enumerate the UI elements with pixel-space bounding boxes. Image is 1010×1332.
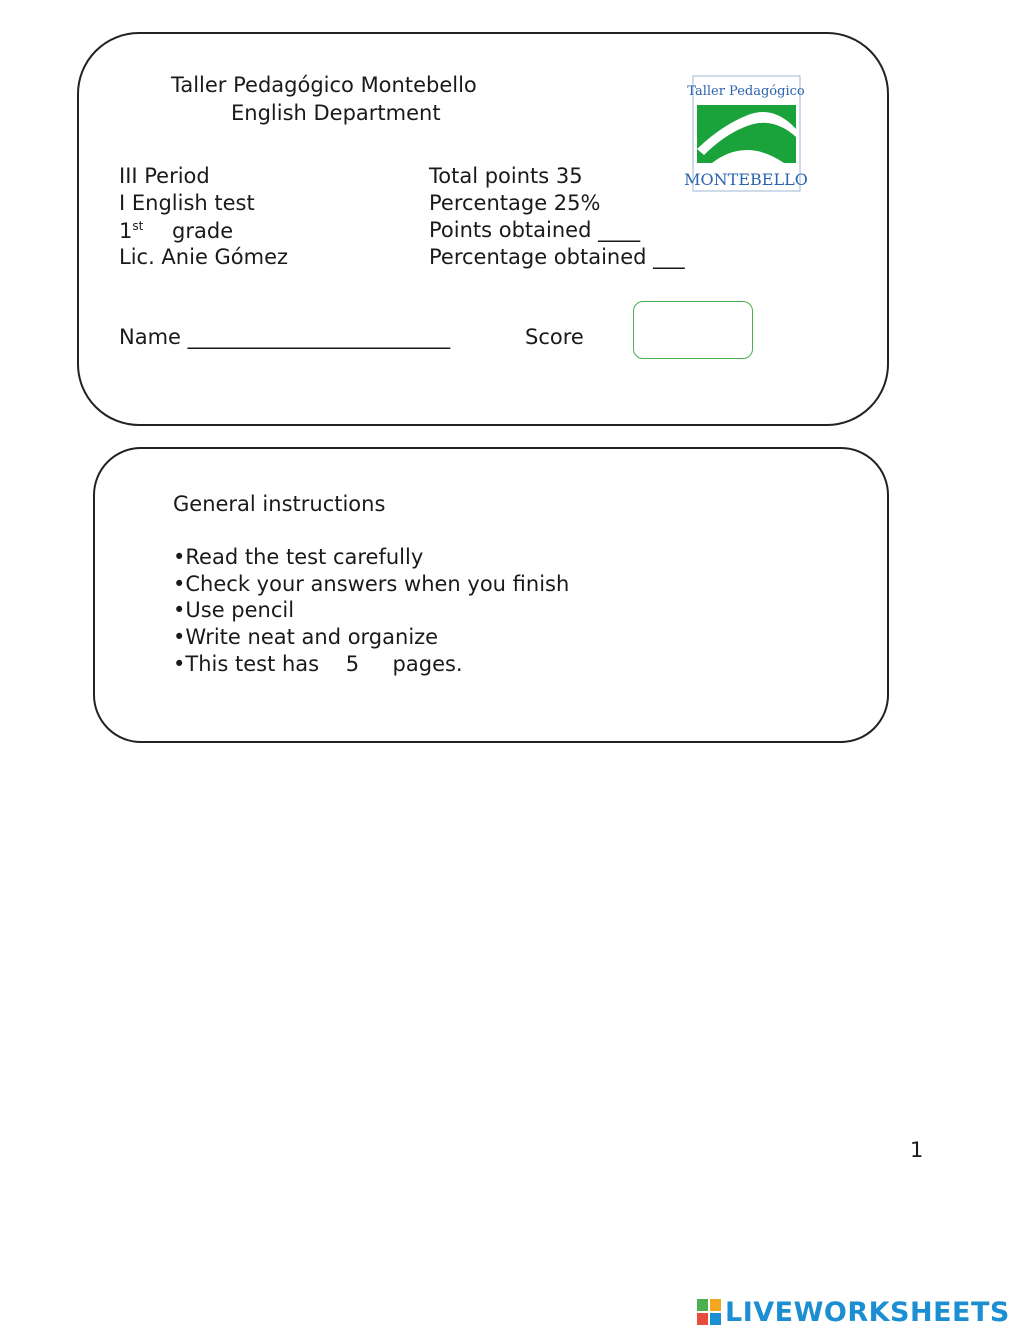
department-name: English Department: [231, 101, 441, 125]
svg-text:MONTEBELLO: MONTEBELLO: [684, 170, 808, 189]
grade-suffix: st: [132, 219, 144, 233]
score-input[interactable]: [633, 301, 753, 359]
points-obtained: Points obtained ____: [429, 218, 641, 242]
total-points: Total points 35: [429, 164, 583, 188]
liveworksheets-brand: [697, 1296, 1010, 1328]
instruction-item: •Check your answers when you finish: [173, 572, 570, 596]
period-label: III Period: [119, 164, 210, 188]
school-logo: [684, 75, 808, 192]
percentage: Percentage 25%: [429, 191, 601, 215]
instruction-item: •Use pencil: [173, 598, 295, 622]
grade-label: [119, 220, 233, 242]
grade-word: grade: [172, 219, 234, 243]
instructions-title: General instructions: [173, 492, 386, 516]
test-label: I English test: [119, 191, 255, 215]
instruction-item: •Read the test carefully: [173, 545, 424, 569]
teacher-label: Lic. Anie Gómez: [119, 245, 289, 269]
school-name: Taller Pedagógico Montebello: [171, 73, 477, 97]
montebello-logo-icon: [684, 75, 808, 192]
svg-text:Taller Pedagógico: Taller Pedagógico: [687, 84, 805, 99]
name-field[interactable]: Name _________________________: [119, 325, 451, 349]
percentage-obtained: Percentage obtained ___: [429, 245, 685, 269]
liveworksheets-logo-icon: [697, 1299, 721, 1325]
page-number: 1: [910, 1138, 924, 1162]
instruction-item: •This test has 5 pages.: [173, 652, 463, 676]
score-label: Score: [525, 325, 584, 349]
instruction-item: •Write neat and organize: [173, 625, 439, 649]
liveworksheets-text: LIVEWORKSHEETS: [725, 1296, 1010, 1328]
grade-number: 1: [119, 219, 133, 243]
